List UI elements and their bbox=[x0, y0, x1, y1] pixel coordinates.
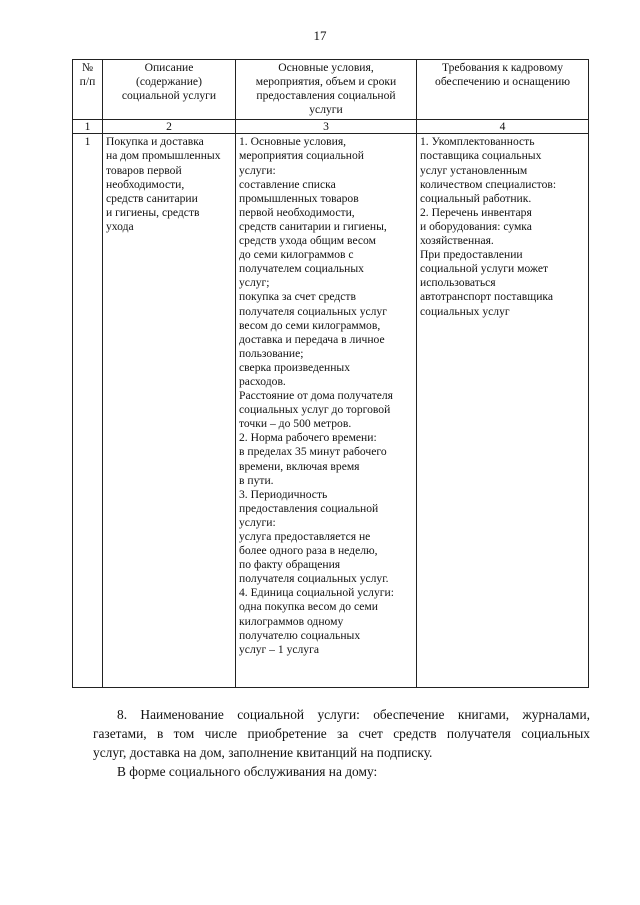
header-line: Описание bbox=[144, 61, 194, 74]
cell-line: средств санитарии bbox=[106, 191, 198, 205]
column-number: 3 bbox=[236, 120, 417, 134]
cell-line: средств ухода общим весом bbox=[239, 234, 376, 248]
cell-line: в пределах 35 минут рабочего bbox=[239, 445, 387, 459]
cell-line: по факту обращения bbox=[239, 558, 341, 572]
cell-line: услуг – 1 услуга bbox=[239, 642, 319, 656]
cell-line: социальной услуги может bbox=[420, 262, 549, 276]
header-conditions bbox=[236, 60, 417, 120]
header-line: социальной услуги bbox=[121, 89, 217, 103]
cell-line: получателя социальных услуг. bbox=[239, 572, 389, 586]
cell-line: товаров первой bbox=[106, 163, 182, 177]
cell-line: в пути. bbox=[239, 473, 274, 487]
header-requirements bbox=[417, 60, 589, 120]
table-row bbox=[73, 134, 589, 688]
cell-line: 4. Единица социальной услуги: bbox=[239, 586, 394, 600]
service-description bbox=[103, 134, 236, 688]
column-number: 4 bbox=[417, 120, 589, 134]
cell-line: одна покупка весом до семи bbox=[239, 600, 378, 614]
cell-line: Покупка и доставка bbox=[106, 135, 204, 149]
cell-line: весом до семи килограммов, bbox=[239, 318, 381, 332]
row-number: 1 bbox=[73, 134, 103, 688]
cell-line: хозяйственная. bbox=[420, 234, 494, 248]
table-header-row bbox=[73, 60, 589, 120]
cell-line: первой необходимости, bbox=[239, 205, 355, 219]
cell-line: автотранспорт поставщика bbox=[420, 290, 553, 304]
cell-line: услуги: bbox=[239, 163, 276, 177]
cell-line: и гигиены, средств bbox=[106, 205, 200, 219]
cell-line: 2. Перечень инвентаря bbox=[420, 205, 532, 219]
paragraph-line: услуг, доставка на дом, заполнение квитанций на подписку. bbox=[93, 745, 433, 760]
header-number bbox=[73, 60, 103, 120]
column-number-row bbox=[73, 120, 589, 134]
cell-line: сверка произведенных bbox=[239, 360, 351, 374]
cell-line: услуга предоставляется не bbox=[239, 530, 371, 543]
cell-line: использоваться bbox=[420, 276, 496, 290]
service-requirements bbox=[417, 134, 589, 688]
header-line: мероприятия, объем и сроки bbox=[255, 75, 397, 89]
header-line: Требования к кадровому bbox=[441, 61, 564, 74]
header-line: п/п bbox=[79, 75, 96, 89]
cell-line: до семи килограммов с bbox=[239, 248, 354, 262]
cell-line: 3. Периодичность bbox=[239, 487, 328, 501]
cell-line: расходов. bbox=[239, 374, 286, 388]
header-line: предоставления социальной bbox=[256, 89, 396, 103]
paragraph-service-8 bbox=[93, 705, 590, 762]
cell-line: 1. Укомплектованность bbox=[420, 135, 535, 149]
service-conditions bbox=[236, 134, 417, 688]
paragraph-line: газетами, в том числе приобретение за счет средств получателя социальных bbox=[93, 726, 590, 741]
cell-line: мероприятия социальной bbox=[239, 149, 364, 163]
cell-line: промышленных товаров bbox=[239, 191, 359, 205]
services-table bbox=[72, 59, 589, 688]
cell-line: получателя социальных услуг bbox=[239, 304, 387, 318]
column-number: 1 bbox=[73, 120, 103, 134]
cell-line: необходимости, bbox=[106, 177, 185, 191]
page-number: 17 bbox=[313, 28, 327, 43]
cell-line: пользование; bbox=[239, 346, 304, 360]
cell-line: 2. Норма рабочего времени: bbox=[239, 431, 377, 445]
cell-line: на дом промышленных bbox=[106, 149, 221, 163]
cell-line: 1. Основные условия, bbox=[239, 135, 347, 149]
header-line: Основные условия, bbox=[278, 61, 374, 74]
cell-line: точки – до 500 метров. bbox=[239, 417, 352, 431]
header-description bbox=[103, 60, 236, 120]
cell-line: получателю социальных bbox=[239, 628, 361, 642]
cell-line: получателем социальных bbox=[239, 262, 364, 276]
cell-line: доставка и передача в личное bbox=[239, 332, 385, 346]
column-number: 2 bbox=[103, 120, 236, 134]
cell-line: средств санитарии и гигиены, bbox=[239, 219, 387, 233]
cell-line: социальных услуг bbox=[420, 304, 510, 318]
cell-line: предоставления социальной bbox=[239, 501, 379, 515]
cell-line: поставщика социальных bbox=[420, 149, 542, 163]
cell-line: более одного раза в неделю, bbox=[239, 544, 378, 558]
cell-line: составление списка bbox=[239, 177, 336, 191]
cell-line: и оборудования: сумка bbox=[420, 219, 532, 233]
paragraph-home-service: В форме социального обслуживания на дому: bbox=[117, 764, 378, 779]
cell-line: услуги: bbox=[239, 515, 276, 529]
header-line: № bbox=[81, 61, 94, 74]
cell-line: времени, включая время bbox=[239, 459, 360, 473]
cell-line: килограммов одному bbox=[239, 614, 344, 628]
cell-line: Расстояние от дома получателя bbox=[239, 389, 393, 403]
cell-line: покупка за счет средств bbox=[239, 290, 356, 304]
cell-line: количеством специалистов: bbox=[420, 177, 557, 191]
paragraph-line: 8. Наименование социальной услуги: обеспечение книгами, журналами, bbox=[117, 707, 590, 722]
cell-line: услуг; bbox=[239, 276, 270, 290]
cell-line: При предоставлении bbox=[420, 248, 523, 262]
header-line: обеспечению и оснащению bbox=[435, 75, 570, 89]
header-line: услуги bbox=[309, 103, 343, 117]
header-line: (содержание) bbox=[136, 75, 202, 89]
cell-line: социальный работник. bbox=[420, 191, 532, 205]
cell-line: услуг установленным bbox=[420, 163, 528, 177]
cell-line: ухода bbox=[106, 219, 134, 233]
cell-line: социальных услуг до торговой bbox=[239, 403, 391, 417]
